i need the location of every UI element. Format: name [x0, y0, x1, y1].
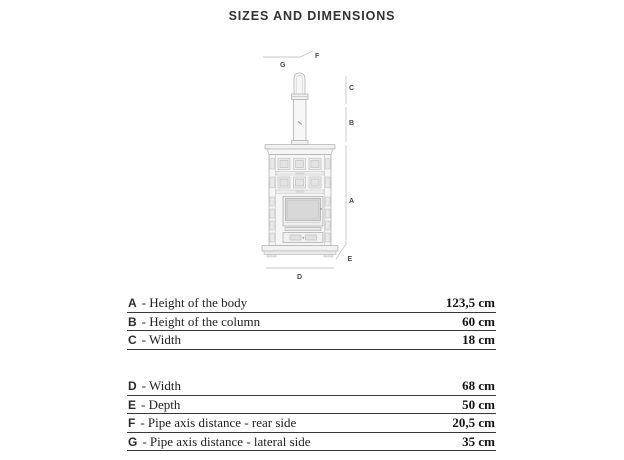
- row-value: 35 cm: [462, 433, 495, 449]
- row-key: E: [128, 397, 137, 412]
- stove-pipe-column: [294, 100, 307, 141]
- row-key: D: [128, 379, 137, 393]
- table-row-d: [127, 377, 496, 396]
- row-description: [128, 315, 260, 329]
- stove-pipe-base-collar: [292, 141, 309, 145]
- table-row-c: [127, 331, 496, 350]
- row-text: - Width: [141, 378, 181, 393]
- stove-foot-left: [267, 255, 276, 258]
- row-key: F: [128, 416, 136, 430]
- drawer-panel-left: [290, 235, 301, 240]
- table-row-f: [127, 414, 496, 433]
- row-text: - Pipe axis distance - rear side: [140, 415, 297, 430]
- row-text: - Height of the body: [141, 295, 248, 310]
- row-key: C: [128, 333, 137, 347]
- stove-base: [262, 246, 338, 252]
- dim-label-c: C: [349, 85, 355, 92]
- stove-diagram: [240, 48, 380, 288]
- row-key: B: [128, 314, 137, 329]
- row-description: [128, 296, 247, 310]
- row-text: - Depth: [141, 396, 181, 412]
- row-description: [128, 398, 180, 412]
- table-row-a: [127, 294, 496, 313]
- drawer-knob: [302, 237, 304, 239]
- row-key: A: [128, 296, 137, 310]
- row-value: 68 cm: [462, 378, 495, 393]
- row-value: 18 cm: [462, 332, 495, 347]
- row-value: 20,5 cm: [452, 415, 495, 430]
- dimensions-table-upper: [127, 294, 496, 350]
- dim-label-a: A: [349, 198, 355, 205]
- row-text: - Width: [141, 332, 181, 347]
- stove-diagram-svg: [240, 48, 380, 288]
- dim-label-g: G: [280, 62, 286, 69]
- stove-cornice-top: [265, 145, 335, 150]
- dim-label-e: E: [347, 256, 353, 263]
- stove-cornice-flare: [267, 149, 333, 155]
- drawer-panel-right: [306, 235, 317, 240]
- dim-label-d: D: [297, 274, 303, 281]
- dimensions-table-lower: [127, 377, 496, 451]
- row-value: 60 cm: [462, 313, 495, 329]
- vent-slot: [285, 228, 321, 231]
- stove-foot-right: [324, 255, 333, 258]
- pipe-axis-leader-line: [263, 51, 313, 57]
- row-value: 123,5 cm: [445, 295, 495, 310]
- dim-label-b: B: [349, 120, 355, 127]
- row-description: [128, 416, 296, 430]
- table-row-b: [127, 313, 496, 332]
- row-value: 50 cm: [462, 396, 495, 412]
- door-glass: [286, 199, 321, 221]
- dim-label-f: F: [315, 53, 320, 60]
- door-handle-dot: [320, 208, 322, 210]
- row-key: G: [128, 434, 138, 449]
- table-row-e: [127, 396, 496, 415]
- row-text: - Pipe axis distance - lateral side: [142, 433, 311, 449]
- page-title: SIZES AND DIMENSIONS: [228, 9, 396, 23]
- row-description: [128, 379, 181, 393]
- row-text: - Height of the column: [141, 313, 261, 329]
- row-description: [128, 435, 311, 449]
- row-description: [128, 333, 181, 347]
- stove-pipe-cap: [294, 73, 305, 94]
- table-row-g: [127, 433, 496, 452]
- stove-base-lip: [264, 251, 336, 255]
